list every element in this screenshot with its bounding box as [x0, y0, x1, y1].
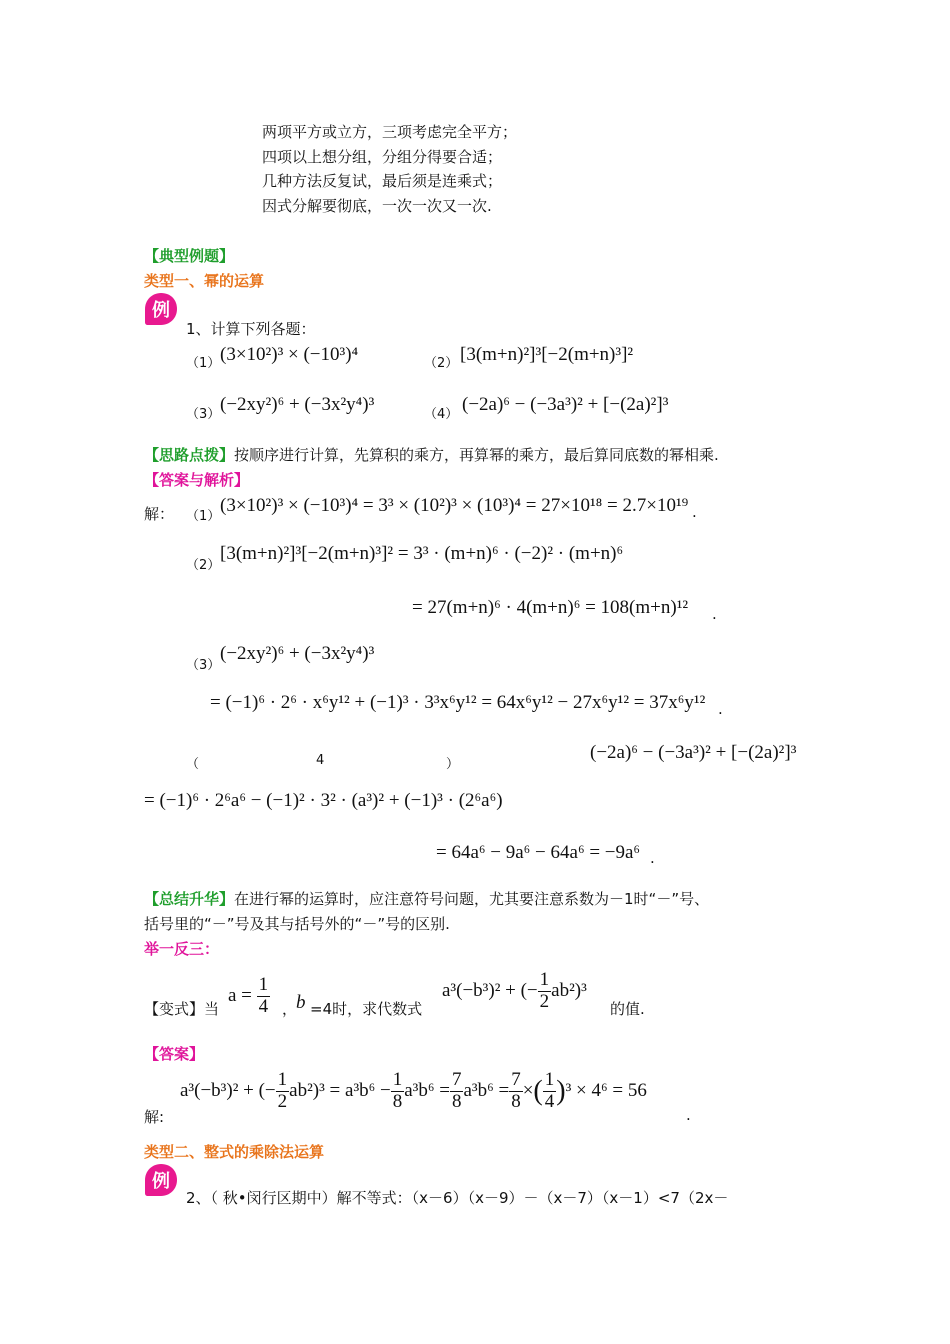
variant-expr-fraction [538, 970, 552, 1013]
ans-frac-2 [391, 1070, 405, 1113]
ans-expr [180, 1070, 647, 1113]
ans-frac-3 [450, 1070, 464, 1113]
ans-frac-5 [543, 1070, 557, 1113]
q1-item-4-expr: (−2a)⁶ − (−3a³)² + [−(2a)²]³ [462, 394, 669, 415]
sol-3-period: . [718, 700, 723, 718]
variant-a-fraction [257, 975, 271, 1018]
ans-part-6: ³ × 4⁶ = 56 [565, 1079, 647, 1101]
sol-2-line-a: [3(m+n)²]³[−2(m+n)³]² = 3³ · (m+n)⁶ · (−2)² · (m+n)⁶ [220, 543, 624, 564]
example-badge-1 [144, 292, 178, 326]
ans-part-2: ab²)³ = a³b⁶ − [289, 1079, 391, 1101]
paren-left: ( [533, 1075, 543, 1107]
frac-num: 1 [539, 969, 550, 990]
ans-prefix: 解: [144, 1108, 165, 1126]
q1-item-2-expr: [3(m+n)²]³[−2(m+n)³]² [460, 344, 634, 365]
sol-4-line-a: (−2a)⁶ − (−3a³)² + [−(2a)²]³ [590, 742, 797, 763]
q1-item-1-expr: (3×10²)³ × (−10³)⁴ [220, 344, 359, 365]
sol-4-open: （ [186, 757, 200, 772]
frac-num: 1 [392, 1069, 403, 1090]
frac-den: 8 [511, 1090, 521, 1112]
variant-expr [442, 970, 587, 1013]
ans-tag: 【答案】 [144, 1045, 205, 1063]
variant-a-eq: a = [228, 984, 252, 1006]
sol-4-close: ） [446, 757, 460, 772]
ans-frac-4 [509, 1070, 523, 1113]
frac-den: 4 [258, 995, 269, 1017]
jyfs-title: 举一反三： [144, 940, 220, 958]
type2-title: 类型二、整式的乘除法运算 [144, 1143, 325, 1161]
q1-intro: 1、计算下列各题： [186, 320, 316, 338]
ans-part-1: a³(−b³)² + (− [180, 1079, 276, 1101]
variant-b-value: =4时，求代数式 [310, 1000, 423, 1018]
ans-part-5: × [522, 1079, 534, 1101]
sol-4-line-c: = 64a⁶ − 9a⁶ − 64a⁶ = −9a⁶ [436, 842, 641, 863]
example-badge-2 [144, 1163, 178, 1197]
sol-1-period: . [692, 503, 697, 521]
answer-tag: 【答案与解析】 [144, 471, 250, 489]
sol-4-num: 4 [316, 753, 325, 768]
q2-text: 2、（ 秋•闵行区期中）解不等式：（x－6）（x－9）－（x－7）（x－1）<7（2x－ [186, 1189, 729, 1207]
hint-text: 按顺序进行计算，先算积的乘方，再算幂的乘方，最后算同底数的幂相乘. [234, 446, 719, 464]
sol-1-label: （1） [186, 509, 221, 524]
badge-char: 例 [152, 300, 170, 321]
ans-part-4: a³b⁶ = [463, 1079, 510, 1101]
ans-frac-1 [276, 1070, 290, 1113]
sol-4-line-b: = (−1)⁶ · 2⁶a⁶ − (−1)² · 3² · (a³)² + (−1)³ · (2⁶a⁶) [144, 790, 503, 811]
frac-num: 7 [451, 1069, 462, 1090]
ans-period: . [686, 1106, 691, 1124]
variant-comma: ， [282, 1000, 298, 1018]
variant-tag: 【变式】当 [144, 1000, 220, 1018]
frac-num: 7 [511, 1069, 521, 1090]
rhyme-line-2: 四项以上想分组，分组分得要合适； [262, 148, 503, 166]
frac-num: 1 [277, 1069, 288, 1090]
rhyme-line-1: 两项平方或立方，三项考虑完全平方； [262, 123, 518, 141]
sol-1-expr: (3×10²)³ × (−10³)⁴ = 3³ × (10²)³ × (10³)⁴ = 27×10¹⁸ = 2.7×10¹⁹ [220, 495, 689, 516]
q1-item-3-label: （3） [186, 407, 221, 422]
sol-3-line-a: (−2xy²)⁶ + (−3x²y⁴)³ [220, 643, 375, 664]
sol-3-label: （3） [186, 658, 221, 673]
summary-line-1 [144, 888, 709, 909]
variant-tail: 的值. [610, 1000, 645, 1018]
frac-den: 4 [544, 1090, 555, 1112]
example-badge-icon [144, 292, 178, 326]
frac-num: 1 [258, 974, 269, 995]
q1-item-4-label: （4） [424, 407, 459, 422]
variant-a [228, 975, 270, 1018]
sol-2-line-b: = 27(m+n)⁶ · 4(m+n)⁶ = 108(m+n)¹² [412, 597, 689, 618]
sol-2-period: . [712, 605, 717, 623]
summary-line-2: 括号里的“－”号及其与括号外的“－”号的区别. [144, 915, 450, 933]
badge-char: 例 [152, 1171, 170, 1192]
sol-4-period: . [650, 849, 655, 867]
summary-tag: 【总结升华】 [144, 890, 235, 908]
variant-expr-b: ab²)³ [551, 979, 587, 1001]
sol-2-label: （2） [186, 558, 221, 573]
type1-title: 类型一、幂的运算 [144, 272, 265, 290]
frac-den: 8 [451, 1090, 462, 1112]
q1-item-2-label: （2） [424, 356, 459, 371]
rhyme-line-4: 因式分解要彻底，一次一次又一次. [262, 197, 492, 215]
sol-3-line-b: = (−1)⁶ · 2⁶ · x⁶y¹² + (−1)³ · 3³x⁶y¹² = 64x⁶y¹² − 27x⁶y¹² = 37x⁶y¹² [210, 692, 706, 713]
hint-tag: 【思路点拨】 [144, 446, 235, 464]
paren-right: ) [556, 1075, 566, 1107]
frac-den: 2 [277, 1090, 288, 1112]
rhyme-line-3: 几种方法反复试，最后须是连乘式； [262, 172, 503, 190]
example-badge-icon [144, 1163, 178, 1197]
section-title: 【典型例题】 [144, 247, 235, 265]
ans-part-3: a³b⁶ = [404, 1079, 450, 1101]
frac-den: 8 [392, 1090, 403, 1112]
frac-num: 1 [544, 1069, 555, 1090]
summary-text-1: 在进行幂的运算时，应注意符号问题，尤其要注意系数为－1时“－”号、 [234, 890, 710, 908]
sol-prefix: 解： [144, 505, 175, 523]
hint-line [144, 444, 719, 465]
variant-expr-a: a³(−b³)² + (− [442, 979, 538, 1001]
variant-b: b [296, 992, 306, 1013]
q1-item-3-expr: (−2xy²)⁶ + (−3x²y⁴)³ [220, 394, 375, 415]
q1-item-1-label: （1） [186, 356, 221, 371]
frac-den: 2 [539, 990, 550, 1012]
